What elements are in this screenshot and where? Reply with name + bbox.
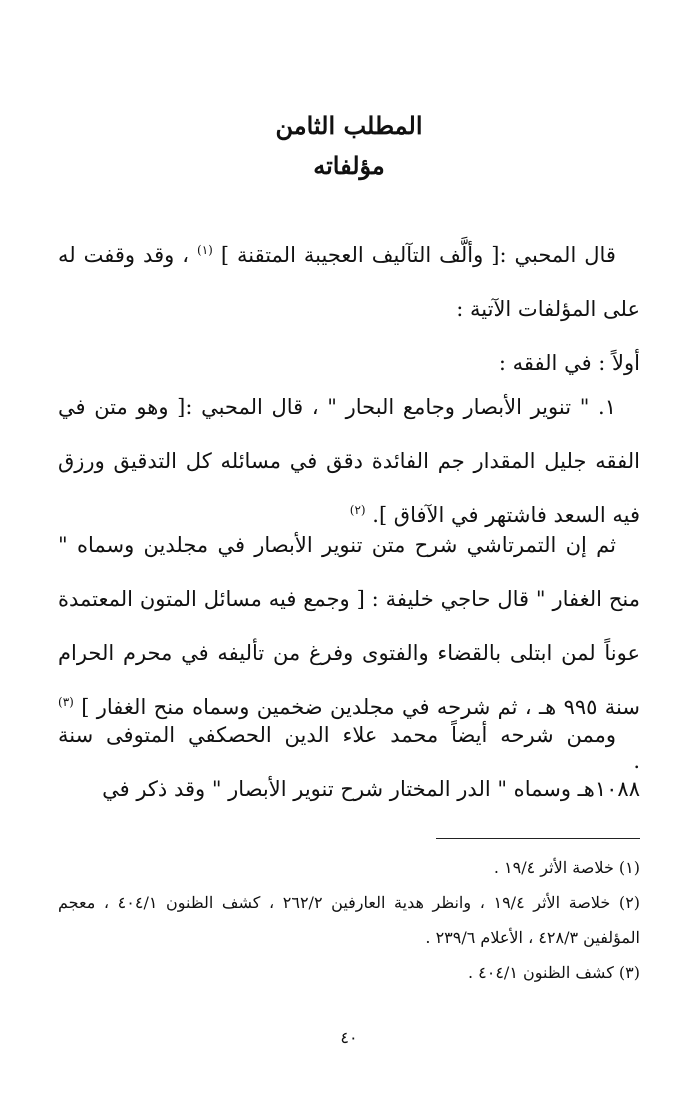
footnote-ref: (٢) (349, 503, 366, 517)
paragraph-text: ، وقد وقفت له على المؤلفات الآتية : (58, 243, 640, 321)
paragraph-text: وممن شرحه أيضاً محمد علاء الدين الحصكفي المتوفى سنة ١٠٨٨هـ وسماه " الدر المختار شرح تنوير الأبصار " وقد ذكر في (58, 723, 640, 801)
footnote-1: (١) خلاصة الأثر ١٩/٤ . (493, 858, 640, 877)
footnote-3: (٣) كشف الظنون ٤٠٤/١ . (467, 963, 640, 982)
page-number: ٤٠ (340, 1028, 358, 1047)
subsection-heading: أولاً : في الفقه : (498, 351, 640, 375)
section-title: المطلب الثامن (275, 111, 423, 140)
footnote-2: (٢) خلاصة الأثر ١٩/٤ ، وانظر هدية العارفين ٢٦٢/٢ ، كشف الظنون ٤٠٤/١ ، معجم المؤلفين ٤٢٨/٣ ، الأعلام ٢٣٩/٦ . (58, 893, 641, 947)
footnote-divider (436, 838, 640, 839)
body-paragraph-intro (58, 228, 640, 336)
paragraph-text: . (633, 749, 640, 773)
paragraph-text: قال المحبي :[ وألَّف التآليف العجيبة المتقنة ] (220, 243, 616, 267)
footnote-ref: (٣) (58, 695, 74, 709)
body-paragraph-continuation (58, 708, 640, 816)
paragraph-text: ١. " تنوير الأبصار وجامع البحار " ، قال المحبي :[ وهو متن في الفقه جليل المقدار جم الفائدة دقق في مسائله كل التدقيق ورزق فيه السعد فاشتهر في الآفاق ]. (58, 395, 640, 527)
paragraph-text: ثم إن التمرتاشي شرح متن تنوير الأبصار في مجلدين وسماه " منح الغفار " قال حاجي خليفة : [ وجمع فيه مسائل المتون المعتمدة عوناً لمن ابتلى بالقضاء والفتوى وفرغ من تأليفه في محرم الحرام سنة ٩٩٥ هـ ، ثم شرحه في مجلدين ضخمين وسماه منح الغفار ] (58, 533, 640, 719)
section-subtitle: مؤلفاته (313, 151, 385, 180)
footnote-ref: (١) (197, 243, 213, 257)
footnotes (58, 850, 640, 990)
